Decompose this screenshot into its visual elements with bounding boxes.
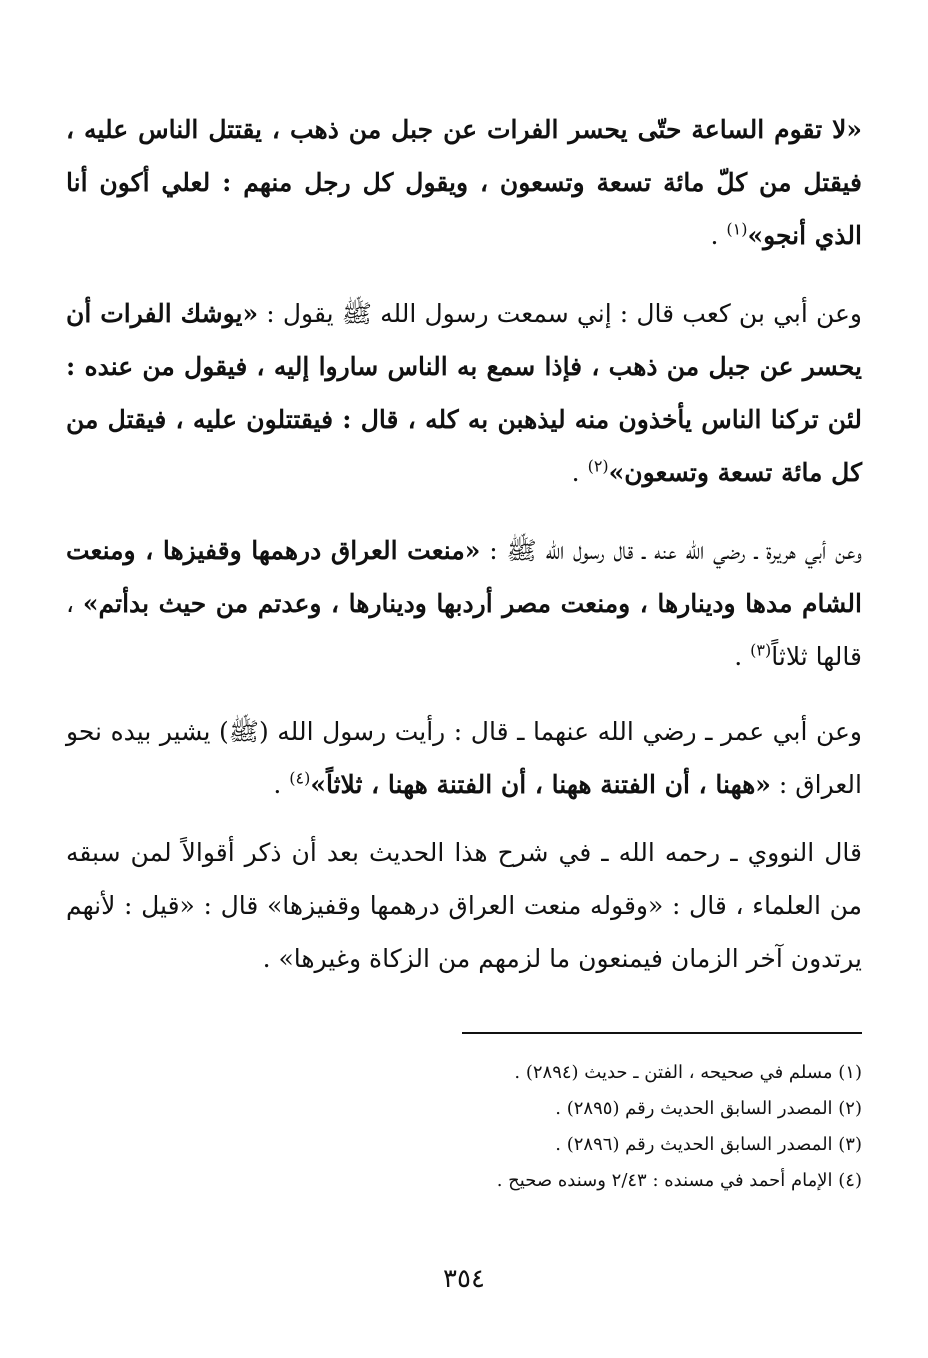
footnotes [200, 1055, 862, 1199]
paragraph-tail: . [571, 458, 588, 487]
page-number: ٣٥٤ [443, 1264, 485, 1294]
hadith-paragraph-1 [66, 103, 862, 262]
hadith-quote: «يوشك الفرات أن يحسر عن جبل من ذهب ، فإذا سمع به الناس ساروا إليه ، فيقول من عنده : لئن تركنا الناس يأخذون منه ليذهبن به كله ، قال : فيقتتلون عليه ، فيقتل من كل مائة تسعة وتسعون» [66, 299, 862, 487]
paragraph-tail: . [710, 221, 727, 250]
footnote-4: (٤) الإمام أحمد في مسنده : ٢/٤٣ وسنده صحيح . [496, 1170, 862, 1191]
footnote-reference[interactable]: (٤) [289, 768, 311, 788]
footnote-2: (٢) المصدر السابق الحديث رقم (٢٨٩٥) . [555, 1098, 862, 1119]
paragraph-tail: . [273, 770, 290, 799]
paragraph-intro: وعن أبي بن كعب قال : إني سمعت رسول الله ﷺ يقول : [258, 299, 862, 328]
hadith-quote: «ههنا ، أن الفتنة ههنا ، أن الفتنة ههنا ، ثلاثاً» [310, 770, 771, 799]
hadith-quote: «منعت العراق درهمها وقفيزها ، ومنعت الشام مدها ودينارها ، ومنعت مصر أردبها ودينارها ، وعدتم من حيث بدأتم» [66, 536, 862, 618]
footnote-reference[interactable]: (٢) [587, 456, 609, 476]
paragraph-intro: قال النووي ـ رحمه الله ـ في شرح هذا الحديث بعد أن ذكر أقوالاً لمن سبقه من العلماء ، قال : «وقوله منعت العراق درهمها وقفيزها» قال : «قيل : لأنهم يرتدون آخر الزمان فيمنعون ما لزمهم من الزكاة وغيرها» . [66, 838, 862, 973]
hadith-paragraph-3: وعن أبي هريرة ـ رضي الله عنه ـ قال رسول الله ﷺ : «منعت العراق درهمها وقفيزها ، ومنعت الشام مدها ودينارها ، ومنعت مصر أردبها ودينارها ، وعدتم من حيث بدأتم» ، قالها ثلاثاً$^{(٣)}$ . [66, 536, 862, 671]
hadith-paragraph-2 [66, 287, 862, 499]
hadith-paragraph-4 [66, 705, 862, 811]
footnote-reference[interactable]: (٣) [750, 640, 772, 660]
paragraph-intro: وعن أبي عمر ـ رضي الله عنهما ـ قال : رأيت رسول الله (ﷺ) يشير بيده نحو العراق : [66, 717, 862, 799]
footnote-3: (٣) المصدر السابق الحديث رقم (٢٨٩٦) . [555, 1134, 862, 1155]
hadith-quote: «لا تقوم الساعة حتّى يحسر الفرات عن جبل من ذهب ، يقتتل الناس عليه ، فيقتل من كلّ مائة تسعة وتسعون ، ويقول كل رجل منهم : لعلي أكون أنا الذي أنجو» [66, 115, 862, 250]
paragraph-tail: ، قالها ثلاثاً [66, 589, 862, 671]
paragraph-intro: وعن أبي هريرة ـ رضي الله عنه ـ قال رسول الله ﷺ : [480, 536, 862, 565]
commentary-paragraph [66, 826, 862, 985]
footnote-divider [462, 1032, 862, 1034]
footnote-1: (١) مسلم في صحيحه ، الفتن ـ حديث (٢٨٩٤) . [514, 1062, 862, 1083]
footnote-reference[interactable]: (١) [726, 219, 748, 239]
